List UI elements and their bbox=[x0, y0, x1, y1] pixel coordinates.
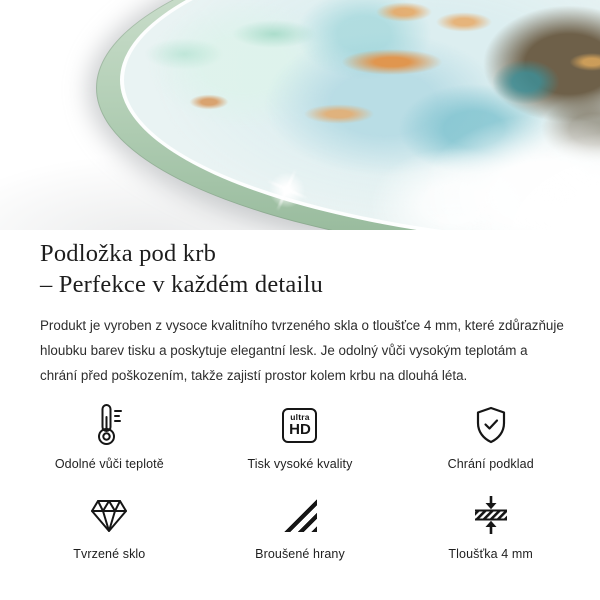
feature-heat-resistant bbox=[14, 403, 205, 471]
product-photo-hero bbox=[0, 0, 600, 230]
product-description: Produkt je vyroben z vysoce kvalitního tvrzeného skla o tloušťce 4 mm, které zdůrazňuje hloubku barev tisku a poskytuje elegantní lesk. Je odolný vůči vysokým teplotám a chrání před poškozením, takže zajistí prostor kolem krbu na dlouhá léta. bbox=[40, 318, 564, 383]
ultra-hd-icon bbox=[282, 403, 317, 447]
shield-check-icon bbox=[473, 403, 509, 447]
feature-label: Tvrzené sklo bbox=[73, 547, 146, 561]
feature-print-quality bbox=[205, 403, 396, 471]
ultra-hd-badge-bottom: HD bbox=[289, 421, 311, 438]
diamond-icon bbox=[89, 493, 129, 537]
feature-grid bbox=[0, 403, 600, 561]
page-title-line1: Podložka pod krb bbox=[40, 240, 217, 267]
feature-label: Broušené hrany bbox=[255, 547, 345, 561]
page-title bbox=[40, 238, 560, 300]
thickness-icon bbox=[472, 493, 510, 537]
beveled-edges-icon bbox=[283, 493, 317, 537]
feature-label: Odolné vůči teplotě bbox=[54, 457, 164, 471]
feature-protects-surface bbox=[395, 403, 586, 471]
feature-tempered-glass bbox=[14, 493, 205, 561]
feature-thickness bbox=[395, 493, 586, 561]
feature-label: Tloušťka 4 mm bbox=[448, 547, 533, 561]
page-title-line2: – Perfekce v každém detailu bbox=[40, 271, 323, 298]
feature-label: Tisk vysoké kvality bbox=[247, 457, 353, 471]
thermometer-icon bbox=[94, 403, 124, 447]
ultra-hd-badge-top: ultra bbox=[290, 412, 310, 422]
feature-label: Chrání podklad bbox=[447, 457, 534, 471]
feature-polished-edges bbox=[205, 493, 396, 561]
